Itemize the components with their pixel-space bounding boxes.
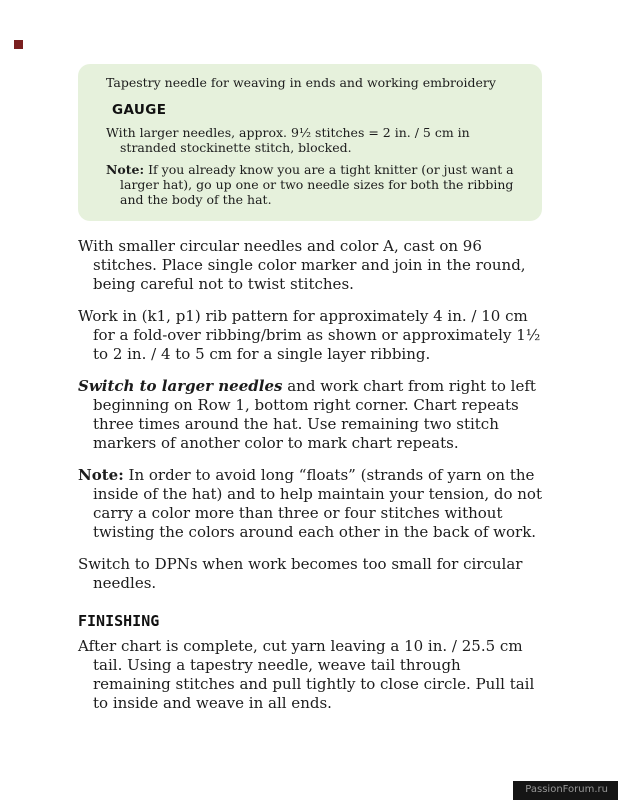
instruction-paragraph-dpns: [78, 555, 542, 593]
gauge-heading: GAUGE: [112, 102, 167, 118]
materials-line: Tapestry needle for weaving in ends and working embroidery: [106, 75, 496, 90]
finishing-paragraph: [78, 637, 542, 713]
instruction-paragraph-ribbing: [78, 307, 542, 364]
finishing-heading: FINISHING: [78, 612, 160, 630]
paragraph-text: and work chart from right to left beginning on Row 1, bottom right corner. Chart repeats three times around the hat. Use remaining two stitch markers of another color to mark chart repeats.: [93, 377, 536, 452]
paragraph-text: Work in (k1, p1) rib pattern for approximately 4 in. / 10 cm for a fold-over ribbing/brim as shown or approximately 1½ to 2 in. / 4 to 5 cm for a single layer ribbing.: [78, 307, 541, 363]
paragraph-text: In order to avoid long “floats” (strands of yarn on the inside of the hat) and to help maintain your tension, do not carry a color more than three or four stitches without twisting the colors around each other in the back of work.: [93, 466, 542, 541]
paragraph-note-label: Note:: [78, 466, 124, 484]
page-content: [78, 64, 542, 726]
paragraph-lead: Switch to larger needles: [78, 377, 283, 395]
instruction-paragraph-note: [78, 466, 542, 542]
gauge-info-box: [78, 64, 542, 221]
gauge-note: [106, 162, 526, 207]
instruction-paragraph-cast-on: [78, 237, 542, 294]
gauge-note-label: Note:: [106, 162, 145, 177]
page-corner-mark: [14, 40, 23, 49]
gauge-text: With larger needles, approx. 9½ stitches = 2 in. / 5 cm in stranded stockinette stitch, blocked.: [106, 125, 470, 155]
watermark-badge: [513, 781, 618, 800]
gauge-note-text: If you already know you are a tight knitter (or just want a larger hat), go up one or two needle sizes for both the ribbing and the body of the hat.: [120, 162, 514, 207]
paragraph-text: Switch to DPNs when work becomes too small for circular needles.: [78, 555, 523, 592]
paragraph-text: With smaller circular needles and color A, cast on 96 stitches. Place single color marker and join in the round, being careful not to twist stitches.: [78, 237, 526, 293]
instruction-paragraph-chart: [78, 377, 542, 453]
paragraph-text: After chart is complete, cut yarn leaving a 10 in. / 25.5 cm tail. Using a tapestry needle, weave tail through remaining stitches and pull tightly to close circle. Pull tail to inside and weave in all ends.: [78, 637, 535, 712]
watermark-text: PassionForum.ru: [525, 784, 608, 795]
